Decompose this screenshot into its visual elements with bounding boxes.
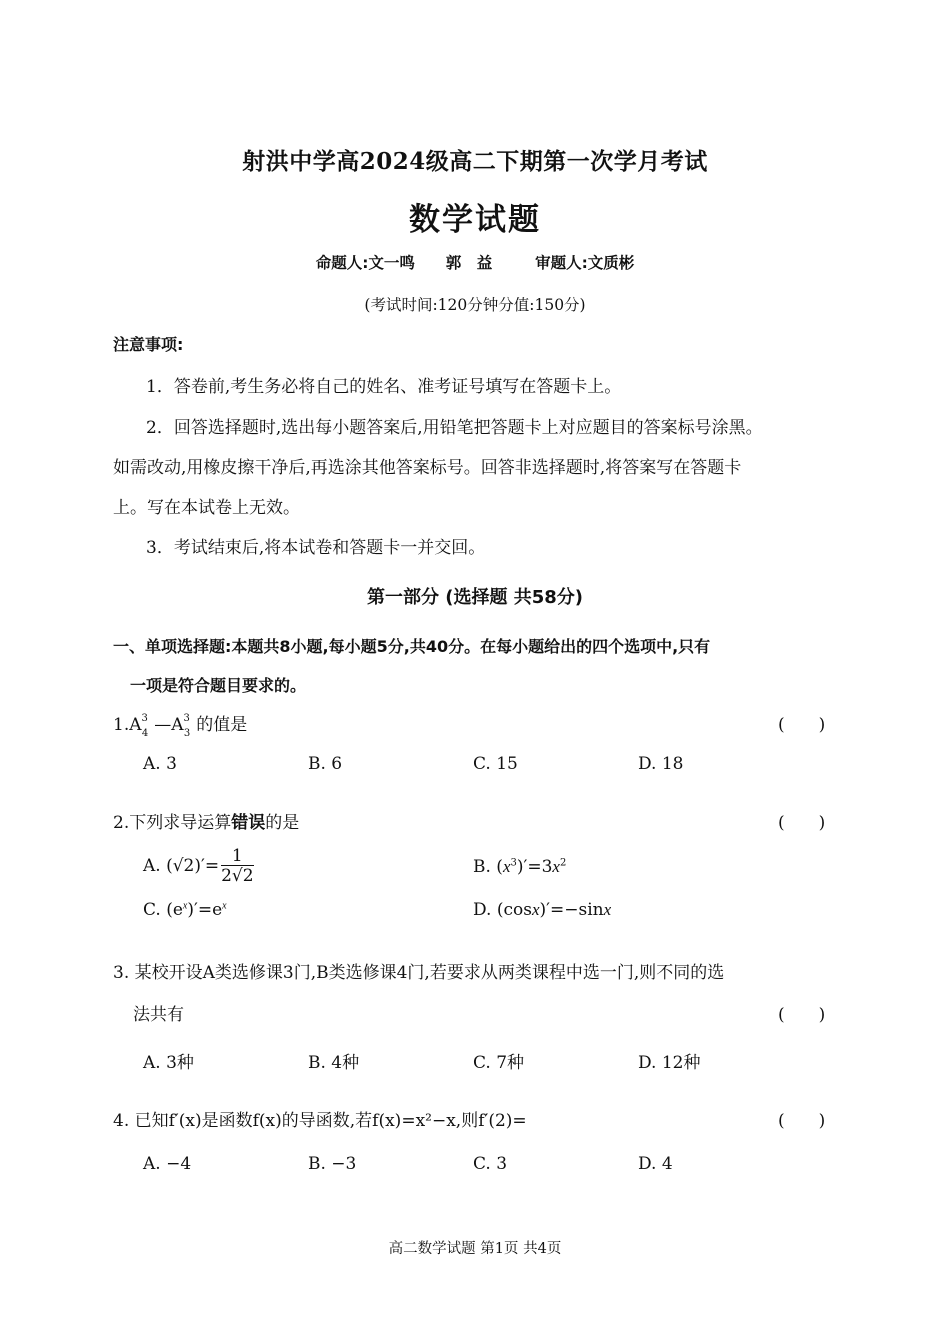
- section-instructions: 一、单项选择题:本题共8小题,每小题5分,共40分。在每小题给出的四个选项中,只有: [113, 637, 711, 656]
- q2-option-d: D. (cosx)′=−sinx: [473, 900, 612, 920]
- part-heading: 第一部分 (选择题 共58分): [366, 587, 584, 608]
- q3-option-d: D. 12种: [638, 1053, 701, 1073]
- question-2-stem: 2.下列求导运算错误的是: [113, 813, 300, 833]
- q4-option-a: A. −4: [143, 1154, 192, 1174]
- q1-option-b: B. 6: [308, 754, 343, 774]
- question-4-stem: 4. 已知f′(x)是函数f(x)的导函数,若f(x)=x²−x,则f′(2)=: [113, 1111, 527, 1131]
- notice-item-2: 2．回答选择题时,选出每小题答案后,用铅笔把答题卡上对应题目的答案标号涂黑。: [146, 418, 763, 438]
- exam-title: 射洪中学高2024级高二下期第一次学月考试: [242, 148, 708, 175]
- page-footer: 高二数学试题 第1页 共4页: [388, 1241, 562, 1257]
- reviewer-name: 文质彬: [587, 254, 635, 272]
- answer-paren-1: ( ): [778, 715, 826, 735]
- setter-name-2: 郭 益: [445, 254, 493, 272]
- authors-line: [0, 251, 950, 273]
- q3-option-a: A. 3种: [143, 1053, 194, 1073]
- question-3-stem: 3. 某校开设A类选修课3门,B类选修课4门,若要求从两类课程中选一门,则不同的选: [113, 963, 725, 983]
- q2-option-c: C. $(e^x)'=e^x$: [143, 900, 227, 920]
- notice-heading: 注意事项:: [113, 335, 184, 354]
- exam-info: (考试时间:120分钟分值:150分): [364, 296, 586, 314]
- question-3-stem-cont: 法共有: [133, 1005, 184, 1025]
- answer-paren-4: ( ): [778, 1111, 826, 1131]
- q3-option-b: B. 4种: [308, 1053, 360, 1073]
- q1-option-c: C. 15: [473, 754, 518, 774]
- setter-name-1: 文一鸣: [368, 254, 415, 272]
- q4-option-c: C. 3: [473, 1154, 508, 1174]
- section-instructions-cont: 一项是符合题目要求的。: [130, 676, 307, 695]
- subject-title: 数学试题: [409, 202, 541, 238]
- q2-option-a: A. (√2)′= $\frac{1}{2√2}$: [143, 846, 254, 886]
- q4-option-b: B. −3: [308, 1154, 357, 1174]
- q1-option-d: D. 18: [638, 754, 684, 774]
- reviewer-label: 审题人:: [535, 254, 588, 272]
- notice-item-2-end: 上。写在本试卷上无效。: [113, 498, 300, 518]
- setter-label: 命题人:: [315, 254, 369, 272]
- q4-option-d: D. 4: [638, 1154, 673, 1174]
- q3-option-c: C. 7种: [473, 1053, 525, 1073]
- notice-item-1: 1．答卷前,考生务必将自己的姓名、准考证号填写在答题卡上。: [146, 377, 622, 397]
- q1-option-a: A. 3: [143, 754, 177, 774]
- question-1-stem: $1.A^3_4$ $—A^3_3$ 的值是: [113, 713, 248, 740]
- answer-paren-2: ( ): [778, 813, 826, 833]
- notice-item-2-cont: 如需改动,用橡皮擦干净后,再选涂其他答案标号。回答非选择题时,将答案写在答题卡: [113, 458, 742, 478]
- q2-option-b: B. $(x^3)'=3x^2$: [473, 857, 567, 877]
- notice-item-3: 3．考试结束后,将本试卷和答题卡一并交回。: [146, 538, 486, 558]
- answer-paren-3: ( ): [778, 1005, 826, 1025]
